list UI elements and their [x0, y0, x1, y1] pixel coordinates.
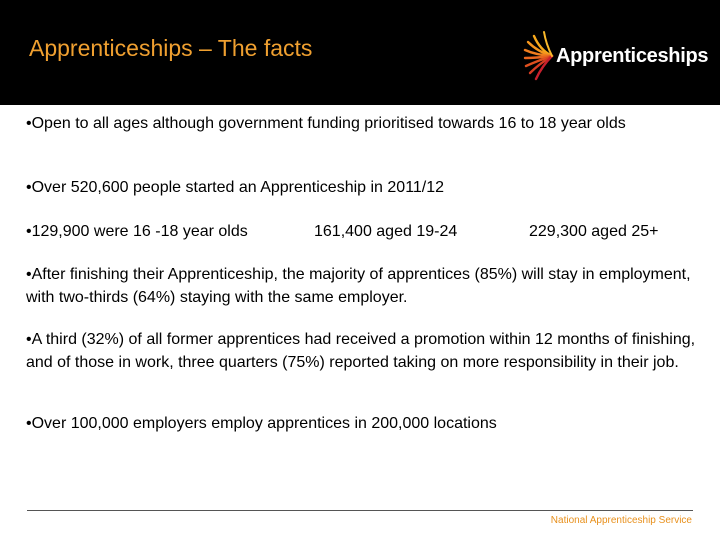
- slide-header: [0, 0, 720, 105]
- footer-divider: [27, 510, 693, 511]
- age-25-plus: 229,300 aged 25+: [529, 223, 659, 240]
- footer-organisation: National Apprenticeship Service: [550, 515, 692, 526]
- age-16-18: •129,900 were 16 -18 year olds: [26, 223, 248, 240]
- age-19-24: 161,400 aged 19-24: [314, 223, 458, 240]
- bullet-funding: •Open to all ages although government funding prioritised towards 16 to 18 year olds: [26, 115, 626, 132]
- bullet-employers: •Over 100,000 employers employ apprentices in 200,000 locations: [26, 415, 497, 432]
- slide-title: Apprenticeships – The facts: [29, 35, 313, 61]
- bullet-promotion: •A third (32%) of all former apprentices had received a promotion within 12 months of finishing, and of those in work, three quarters (75%) reported taking on more responsibility in their job.: [26, 331, 696, 371]
- logo-wordmark: Apprenticeships: [556, 45, 709, 67]
- apprenticeships-logo: [522, 28, 709, 84]
- bullet-employment: •After finishing their Apprenticeship, the majority of apprentices (85%) will stay in employment, with two-thirds (64%) staying with the same employer.: [26, 266, 691, 306]
- starburst-swoosh-icon: [522, 28, 556, 84]
- bullet-starts: •Over 520,600 people started an Apprenticeship in 2011/12: [26, 179, 445, 196]
